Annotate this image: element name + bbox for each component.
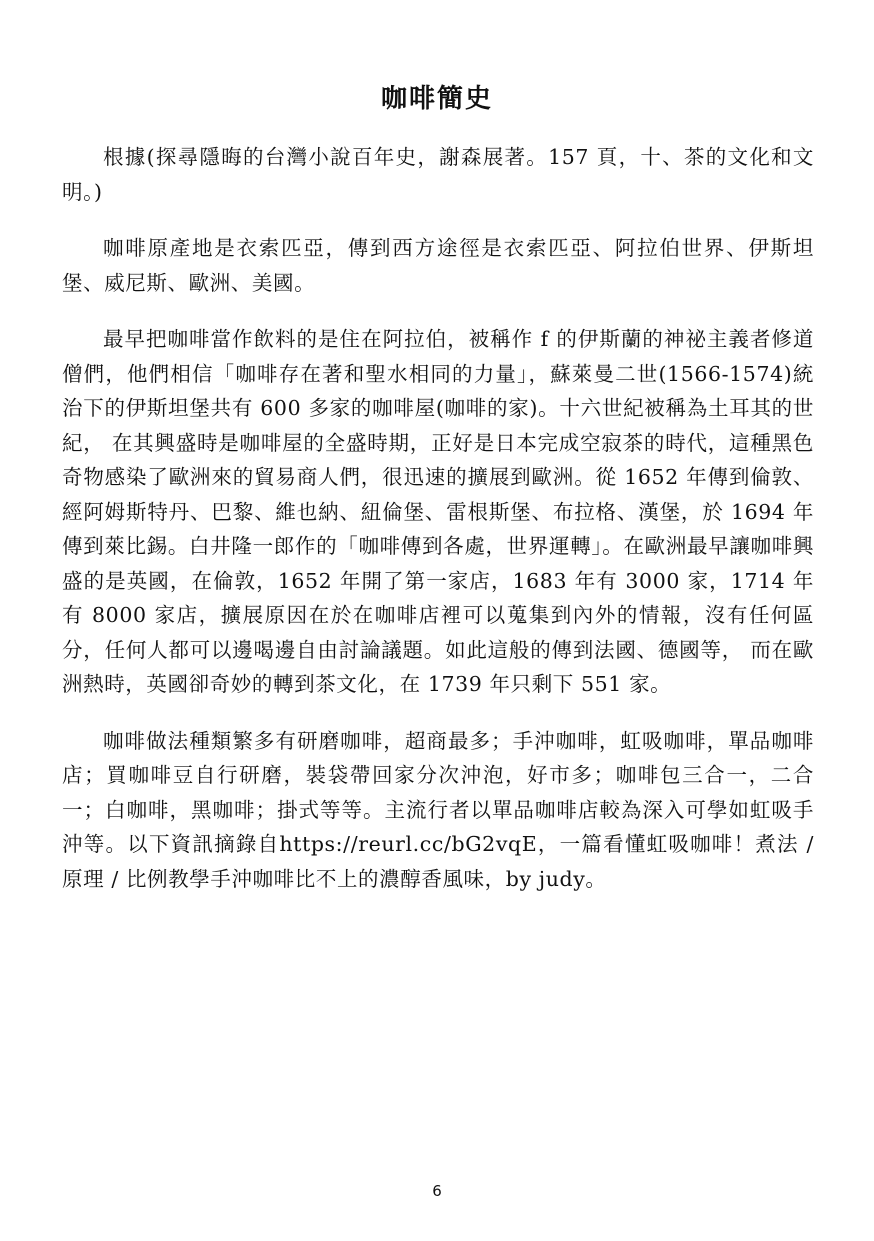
body-text (62, 140, 814, 918)
paragraph-origin: 咖啡原產地是衣索匹亞，傳到西方途徑是衣索匹亞、阿拉伯世界、伊斯坦堡、威尼斯、歐洲、美國。 (62, 236, 814, 295)
page-title: 咖啡簡史 (380, 84, 493, 114)
paragraph-history: 最早把咖啡當作飲料的是住在阿拉伯，被稱作 f 的伊斯蘭的神祕主義者修道僧們，他們相信「咖啡存在著和聖水相同的力量」，蘇萊曼二世(1566-1574)統治下的伊斯坦堡共有 600 多家的咖啡屋(咖啡的家)。十六世紀被稱為土耳其的世紀， 在其興盛時是咖啡屋的全盛時期，正好是日本完成空寂茶的時代，這種黑色奇物感染了歐洲來的貿易商人們，很迅速的擴展到歐洲。從 1652 年傳到倫敦、經阿姆斯特丹、巴黎、維也納、紐倫堡、雷根斯堡、布拉格、漢堡，於 1694 年傳到萊比錫。白井隆一郎作的「咖啡傳到各處，世界運轉」。在歐洲最早讓咖啡興盛的是英國，在倫敦，1652 年開了第一家店，1683 年有 3000 家，1714 年有 8000 家店，擴展原因在於在咖啡店裡可以蒐集到內外的情報，沒有任何區分，任何人都可以邊喝邊自由討論議題。如此這般的傳到法國、德國等， 而在歐洲熱時，英國卻奇妙的轉到茶文化，在 1739 年只剩下 551 家。 (62, 327, 814, 696)
paragraph-source: 根據(探尋隱晦的台灣小說百年史，謝森展著。157 頁，十、茶的文化和文明。) (62, 145, 814, 204)
page-number: 6 (432, 1182, 442, 1200)
paragraph-methods: 咖啡做法種類繁多有研磨咖啡，超商最多；手沖咖啡，虹吸咖啡，單品咖啡店；買咖啡豆自行研磨，裝袋帶回家分次沖泡，好市多；咖啡包三合一，二合一；白咖啡，黑咖啡；掛式等等。主流行者以單品咖啡店較為深入可學如虹吸手沖等。以下資訊摘錄自https://reurl.cc/bG2vqE，一篇看懂虹吸咖啡！煮法 / 原理 / 比例教學手沖咖啡比不上的濃醇香風味，by judy。 (62, 728, 814, 891)
